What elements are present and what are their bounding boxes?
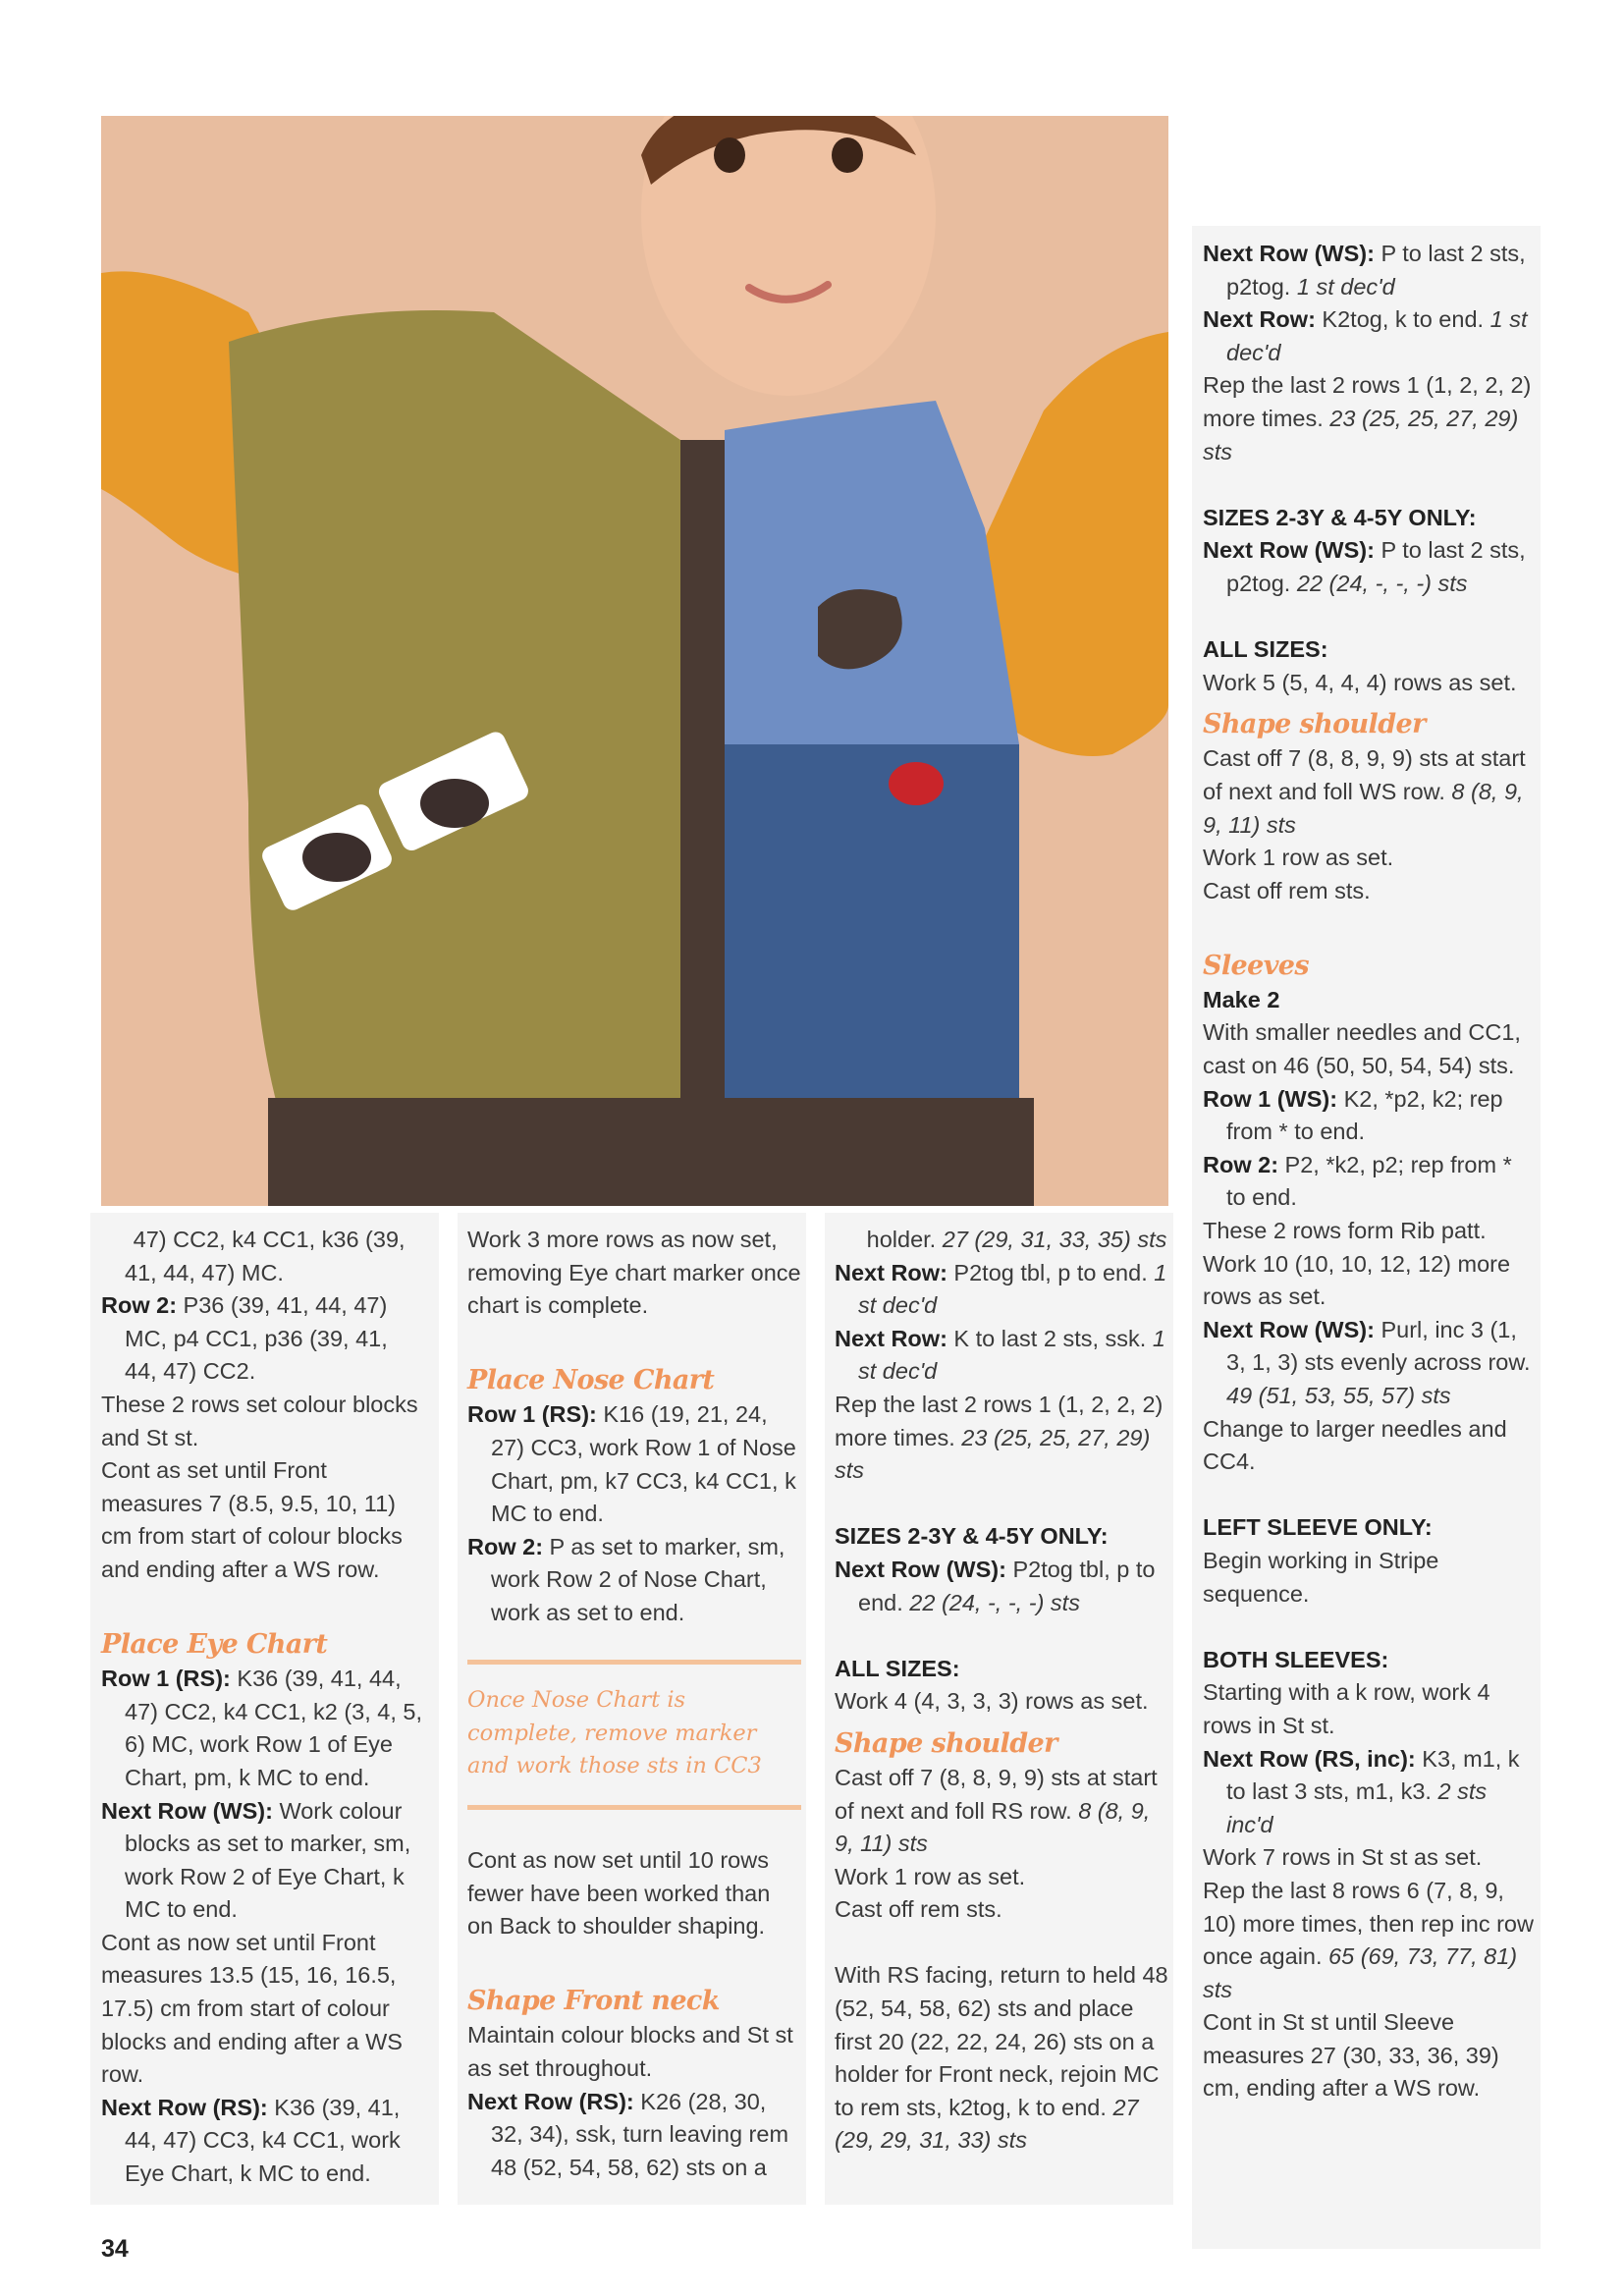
row-label: Next Row (RS, inc): — [1203, 1745, 1416, 1772]
stitch-count: 23 (25, 25, 27, 29) sts — [835, 1424, 1151, 1484]
row-label: Next Row (WS): — [101, 1797, 273, 1824]
sweater-olive-block — [229, 310, 690, 1108]
stitch-count: 49 (51, 53, 55, 57) sts — [1226, 1383, 1451, 1408]
text-column-3 — [835, 1224, 1168, 2158]
stitch-count: 8 (8, 9, 9, 11) sts — [835, 1797, 1151, 1857]
row-instruction — [101, 1795, 425, 1927]
row-label: Row 1 (RS): — [101, 1666, 231, 1692]
paragraph — [1203, 742, 1537, 842]
size-heading: ALL SIZES: — [1203, 636, 1328, 663]
paragraph: Work 5 (5, 4, 4, 4) rows as set. — [1203, 669, 1517, 695]
size-heading: LEFT SLEEVE ONLY: — [1203, 1514, 1433, 1541]
text: K3, m1, k to last 3 sts, m1, k3. — [1226, 1745, 1520, 1805]
paragraph: Cont in St st until Sleeve measures 27 (30, 33, 36, 39) cm, ending after a WS row. — [1203, 2009, 1499, 2102]
paragraph — [835, 1959, 1168, 2158]
text: K26 (28, 30, 32, 34), ssk, turn leaving rem 48 (52, 54, 58, 62) sts on a — [491, 2088, 789, 2180]
section-heading: Shape Front neck — [467, 1986, 720, 2017]
paragraph: Work 1 row as set. — [835, 1863, 1026, 1889]
section-heading: Place Nose Chart — [467, 1365, 715, 1396]
text: Rep the last 8 rows 6 (7, 8, 9, 10) more times, then rep inc row once again. — [1203, 1877, 1534, 1970]
page-number: 34 — [101, 2235, 129, 2263]
row-instruction — [101, 2092, 425, 2191]
stitch-count: 22 (24, -, -, -) sts — [909, 1589, 1080, 1615]
stitch-count: 23 (25, 25, 27, 29) sts — [1203, 405, 1519, 465]
stitch-count: 1 st dec'd — [1226, 306, 1528, 365]
size-heading: SIZES 2-3Y & 4-5Y ONLY: — [835, 1523, 1109, 1550]
stitch-count: 1 st dec'd — [1296, 273, 1395, 300]
row-label: Next Row (RS): — [467, 2088, 634, 2114]
text: K to last 2 sts, ssk. — [947, 1325, 1153, 1351]
paragraph: Cont as set until Front measures 7 (8.5, 9.5, 10, 11) cm from start of colour blocks and ending after a WS row. — [101, 1457, 403, 1582]
text-column-2 — [467, 1224, 801, 1630]
paragraph: Work 10 (10, 10, 12, 12) more rows as set. — [1203, 1250, 1511, 1310]
row-instruction — [467, 1531, 801, 1630]
size-heading: BOTH SLEEVES: — [1203, 1646, 1389, 1672]
stitch-count: 65 (69, 73, 77, 81) sts — [1203, 1943, 1518, 2002]
sweater-brown-hem — [268, 1098, 1034, 1206]
paragraph: Cast off rem sts. — [835, 1896, 1002, 1923]
row-instruction — [1203, 534, 1537, 600]
nose-chart-callout — [467, 1660, 801, 1810]
row-instruction — [1203, 1314, 1537, 1413]
subheading: Make 2 — [1203, 986, 1280, 1012]
text: K2, *p2, k2; rep from * to end. — [1226, 1085, 1503, 1145]
text: K2tog, k to end. — [1315, 306, 1490, 333]
text: P as set to marker, sm, work Row 2 of Nose Chart, work as set to end. — [491, 1533, 785, 1625]
row-instruction — [467, 1398, 801, 1530]
stitch-count: 27 (29, 31, 33, 35) sts — [942, 1227, 1167, 1252]
text: Cast off 7 (8, 8, 9, 9) sts at start of next and foll WS row. — [1203, 745, 1526, 804]
row-instruction — [101, 1663, 425, 1794]
row-instruction — [1203, 1083, 1537, 1149]
size-heading: ALL SIZES: — [835, 1655, 960, 1681]
paragraph: These 2 rows form Rib patt. — [1203, 1218, 1487, 1244]
paragraph: Starting with a k row, work 4 rows in St st. — [1203, 1679, 1490, 1738]
red-nose — [889, 762, 944, 805]
child-eye-right — [832, 137, 863, 173]
text: K36 (39, 41, 44, 47) CC3, k4 CC1, work Eye Chart, k MC to end. — [125, 2094, 401, 2187]
row-label: Row 2: — [101, 1292, 178, 1319]
text: P to last 2 sts, p2tog. — [1226, 537, 1526, 596]
section-heading: Shape shoulder — [835, 1727, 1057, 1759]
paragraph: Begin working in Stripe sequence. — [1203, 1547, 1439, 1607]
section-heading: Place Eye Chart — [101, 1629, 328, 1661]
text: P2, *k2, p2; rep from * to end. — [1226, 1151, 1512, 1211]
paragraph: Work 1 row as set. — [1203, 845, 1394, 871]
text: Rep the last 2 rows 1 (1, 2, 2, 2) more times. — [835, 1391, 1164, 1450]
row-instruction — [1203, 1149, 1537, 1215]
row-instruction — [1203, 303, 1537, 369]
row-label: Next Row: — [835, 1325, 947, 1351]
size-heading: SIZES 2-3Y & 4-5Y ONLY: — [1203, 504, 1477, 530]
stitch-count: 27 (29, 29, 31, 33) sts — [835, 2094, 1139, 2154]
sweater-dark-blue-block — [725, 744, 1019, 1118]
row-instruction — [101, 1289, 425, 1389]
text: With RS facing, return to held 48 (52, 54, 58, 62) sts and place first 20 (22, 22, 24, 26) sts on a holder for Front neck, rejoin MC to rem sts, k2tog, k to end. — [835, 1962, 1168, 2120]
paragraph — [101, 1224, 425, 1289]
callout-text: Once Nose Chart is complete, remove marker and work those sts in CC3 — [467, 1687, 762, 1779]
row-instruction — [835, 1323, 1168, 1389]
row-instruction — [1203, 1743, 1537, 1842]
stitch-count: 1 st dec'd — [858, 1259, 1167, 1319]
row-instruction — [1203, 238, 1537, 303]
text-column-2-lower — [467, 1844, 801, 2184]
text: P36 (39, 41, 44, 47) MC, p4 CC1, p36 (39, 41, 44, 47) CC2. — [125, 1292, 388, 1385]
paragraph: Cont as now set until Front measures 13.5 (15, 16, 16.5, 17.5) cm from start of colour blocks and ending after a WS row. — [101, 1929, 403, 2088]
section-heading: Sleeves — [1203, 950, 1309, 981]
text: holder. — [866, 1227, 943, 1252]
paragraph — [1203, 369, 1537, 468]
row-instruction — [835, 1554, 1168, 1619]
row-label: Next Row (WS): — [1203, 537, 1375, 564]
text: K36 (39, 41, 44, 47) CC2, k4 CC1, k2 (3, 4, 5, 6) MC, work Row 1 of Eye Chart, pm, k MC to end. — [125, 1666, 423, 1790]
sweater-photo — [101, 116, 1168, 1206]
text: P2tog tbl, p to end. — [858, 1556, 1156, 1615]
text: Rep the last 2 rows 1 (1, 2, 2, 2) more times. — [1203, 372, 1532, 431]
section-heading: Shape shoulder — [1203, 709, 1426, 740]
row-label: Next Row (RS): — [101, 2094, 268, 2120]
paragraph — [1203, 1875, 1537, 2006]
child-eye-left — [714, 137, 745, 173]
text: Work colour blocks as set to marker, sm, work Row 2 of Eye Chart, k MC to end. — [125, 1797, 411, 1923]
stitch-count: 8 (8, 9, 9, 11) sts — [1203, 778, 1524, 838]
paragraph: Cont as now set until 10 rows fewer have been worked than on Back to shoulder shaping. — [467, 1847, 771, 1940]
paragraph — [835, 1762, 1168, 1861]
row-label: Next Row: — [835, 1259, 947, 1285]
stitch-count: 1 st dec'd — [858, 1325, 1165, 1385]
text: P2tog tbl, p to end. — [947, 1259, 1155, 1285]
paragraph: Change to larger needles and CC4. — [1203, 1415, 1507, 1475]
text-column-4 — [1203, 238, 1537, 2105]
row-label: Row 1 (WS): — [1203, 1085, 1338, 1112]
paragraph: These 2 rows set colour blocks and St st. — [101, 1391, 418, 1450]
row-label: Row 1 (RS): — [467, 1401, 597, 1428]
row-label: Row 2: — [467, 1533, 544, 1559]
row-label: Row 2: — [1203, 1151, 1279, 1177]
paragraph: Work 4 (4, 3, 3, 3) rows as set. — [835, 1688, 1149, 1715]
paragraph — [835, 1389, 1168, 1488]
text-column-1 — [101, 1224, 425, 2191]
row-label: Next Row: — [1203, 306, 1316, 333]
paragraph: Work 7 rows in St st as set. — [1203, 1844, 1483, 1871]
paragraph: Cast off rem sts. — [1203, 877, 1371, 903]
paragraph — [835, 1224, 1168, 1257]
text: P to last 2 sts, p2tog. — [1226, 241, 1526, 300]
text: Cast off 7 (8, 8, 9, 9) sts at start of next and foll RS row. — [835, 1764, 1158, 1824]
text: 47) CC2, k4 CC1, k36 (39, 41, 44, 47) MC. — [125, 1227, 406, 1285]
stitch-count: 2 sts inc'd — [1226, 1778, 1488, 1837]
text: Purl, inc 3 (1, 3, 1, 3) sts evenly across row. — [1226, 1316, 1531, 1376]
paragraph: With smaller needles and CC1, cast on 46 (50, 50, 54, 54) sts. — [1203, 1019, 1521, 1079]
row-instruction — [835, 1257, 1168, 1323]
paragraph: Work 3 more rows as now set, removing Eye chart marker once chart is complete. — [467, 1227, 801, 1319]
text: K16 (19, 21, 24, 27) CC3, work Row 1 of Nose Chart, pm, k7 CC3, k4 CC1, k MC to end. — [491, 1401, 796, 1527]
row-instruction — [467, 2086, 801, 2185]
row-label: Next Row (WS): — [1203, 1316, 1375, 1342]
stitch-count: 22 (24, -, -, -) sts — [1296, 570, 1468, 596]
paragraph: Maintain colour blocks and St st as set throughout. — [467, 2022, 793, 2081]
row-label: Next Row (WS): — [835, 1556, 1006, 1582]
row-label: Next Row (WS): — [1203, 241, 1375, 266]
sweater-brown-stripe — [680, 440, 725, 1167]
